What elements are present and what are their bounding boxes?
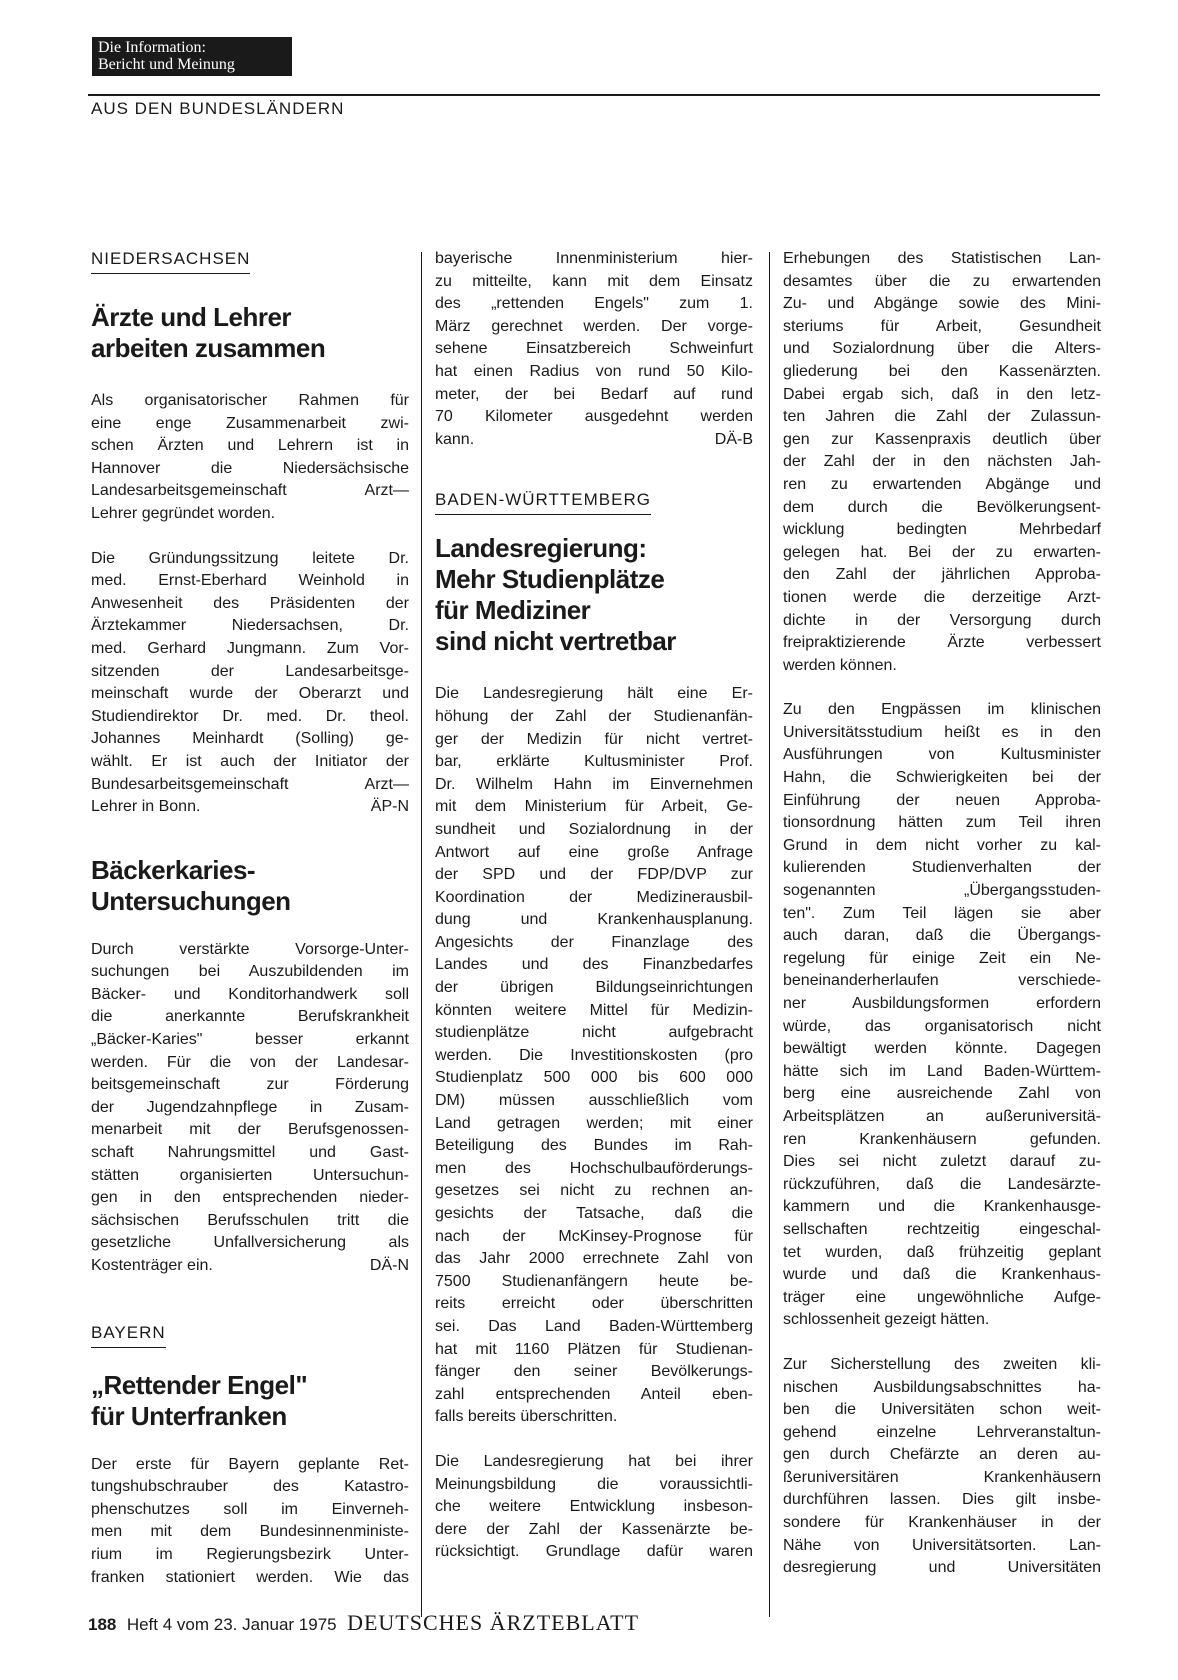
text-line: Land getragen werden; mit einer bbox=[435, 1114, 753, 1132]
text-line: Dabei ergab sich, daß in den letz- bbox=[783, 385, 1101, 403]
text-line: Johannes Meinhardt (Solling) ge- bbox=[91, 730, 409, 748]
text-line: Meinungsbildung die voraussichtli- bbox=[435, 1475, 753, 1493]
text-line: Landes und des Finanzbedarfes bbox=[435, 956, 753, 974]
article-title bbox=[91, 1370, 409, 1432]
text-line: hat einen Radius von rund 50 Kilo- bbox=[435, 362, 753, 380]
text-line: wurde und daß die Krankenhaus- bbox=[783, 1266, 1101, 1284]
text-line: sellschaften rechtzeitig eingeschal- bbox=[783, 1220, 1101, 1238]
text-line: Zu- und Abgänge sowie des Mini- bbox=[783, 295, 1101, 313]
text-line: Arbeitsplätzen an außeruniversitä- bbox=[783, 1107, 1101, 1125]
text-line: Durch verstärkte Vorsorge-Unter- bbox=[91, 940, 409, 958]
article-title bbox=[435, 533, 753, 657]
text-line: das Jahr 2000 errechnete Zahl von bbox=[435, 1250, 753, 1268]
text-line: bewältigt werden könnte. Dagegen bbox=[783, 1040, 1101, 1058]
text-line: dichte in der Versorgung durch bbox=[783, 611, 1101, 629]
paragraph bbox=[91, 1454, 409, 1590]
text-fragment: Kostenträger ein. bbox=[91, 1257, 213, 1274]
text-line: höhung der Zahl der Studienanfän- bbox=[435, 707, 753, 725]
text-line: die anerkannte Berufskrankheit bbox=[91, 1008, 409, 1026]
author-signature: ÄP-N bbox=[370, 798, 409, 816]
text-line: med. Gerhard Jungmann. Zum Vor- bbox=[91, 639, 409, 657]
text-line: stätten organisierten Untersuchun- bbox=[91, 1166, 409, 1184]
text-line: gesetzliche Unfallversicherung als bbox=[91, 1234, 409, 1252]
text-line: gelegen hat. Bei der zu erwarten- bbox=[783, 543, 1101, 561]
text-line: sitzenden der Landesarbeitsge- bbox=[91, 662, 409, 680]
text-line: Hahn, die Schwierigkeiten bei der bbox=[783, 769, 1101, 787]
paragraph bbox=[435, 683, 753, 1429]
title-line: Ärzte und Lehrer bbox=[91, 302, 292, 332]
text-line: hat mit 1160 Plätzen für Studienan- bbox=[435, 1340, 753, 1358]
text-line: sei. Das Land Baden-Württemberg bbox=[435, 1317, 753, 1335]
text-line: rium im Regierungsbezirk Unter- bbox=[91, 1545, 409, 1563]
text-line: med. Ernst-Eberhard Weinhold in bbox=[91, 572, 409, 590]
text-line: ger der Medizin für nicht vertret- bbox=[435, 730, 753, 748]
text-line: des „rettenden Engels" zum 1. bbox=[435, 295, 753, 313]
text-line: dere der Zahl der Kassenärzte be- bbox=[435, 1520, 753, 1538]
text-line: bayerische Innenministerium hier- bbox=[435, 250, 753, 267]
text-line: gesichts der Tatsache, daß die bbox=[435, 1205, 753, 1222]
text-line: Die Landesregierung hält eine Er- bbox=[435, 685, 753, 703]
text-line: 7500 Studienanfängern heute be- bbox=[435, 1272, 753, 1290]
text-line: Der erste für Bayern geplante Ret- bbox=[91, 1455, 409, 1473]
badge-line: Die Information: bbox=[98, 39, 206, 56]
title-line: Mehr Studienplätze bbox=[435, 564, 665, 595]
text-line: Ärztekammer Niedersachsen, Dr. bbox=[91, 617, 409, 635]
text-line: zahl entsprechenden Anteil eben- bbox=[435, 1385, 753, 1403]
header-rule bbox=[88, 94, 1100, 96]
text-line: Antwort auf eine große Anfrage bbox=[435, 843, 753, 861]
text-line-signed bbox=[435, 429, 753, 452]
title-line: arbeiten zusammen bbox=[91, 333, 326, 363]
text-line: der SPD und der FDP/DVP zur bbox=[435, 866, 753, 884]
text-line: Studiendirektor Dr. med. Dr. theol. bbox=[91, 707, 409, 725]
issue-info: Heft 4 vom 23. Januar 1975 bbox=[126, 1615, 337, 1634]
text-line: tet wurden, daß frühzeitig geplant bbox=[783, 1243, 1101, 1261]
text-line: tungshubschrauber des Katastro- bbox=[91, 1478, 409, 1496]
paragraph bbox=[91, 939, 409, 1278]
text-line: mit dem Ministerium für Arbeit, Ge- bbox=[435, 798, 753, 816]
text-line: Hannover die Niedersächsische bbox=[91, 459, 409, 477]
section-badge bbox=[92, 37, 292, 76]
column-3 bbox=[783, 248, 1101, 1580]
page-number: 188 bbox=[88, 1615, 117, 1634]
text-line: werden. Für die von der Landesar- bbox=[91, 1053, 409, 1071]
text-line: gesetzes sei nicht zu rechnen an- bbox=[435, 1182, 753, 1200]
text-line: berg eine ausreichende Zahl von bbox=[783, 1085, 1101, 1103]
title-line: sind nicht vertretbar bbox=[435, 626, 676, 657]
text-line: schaft Nahrungsmittel und Gast- bbox=[91, 1144, 409, 1162]
title-line: Landesregierung: bbox=[435, 533, 647, 564]
text-line: der Jugendzahnpflege in Zusam- bbox=[91, 1098, 409, 1116]
text-line: wicklung bedingten Mehrbedarf bbox=[783, 521, 1101, 539]
text-line: ten Jahren die Zahl der Zulassun- bbox=[783, 408, 1101, 426]
text-line: bar, erklärte Kultusminister Prof. bbox=[435, 753, 753, 771]
text-line: wählt. Er ist auch der Initiator der bbox=[91, 752, 409, 770]
title-line: für Mediziner bbox=[435, 595, 591, 626]
text-fragment: kann. bbox=[435, 430, 475, 448]
text-line: steriums für Arbeit, Gesundheit bbox=[783, 317, 1101, 335]
text-line: che weitere Entwicklung insbeson- bbox=[435, 1498, 753, 1516]
text-line: hätte sich im Land Baden-Württem- bbox=[783, 1062, 1101, 1080]
text-line: meinschaft wurde der Oberarzt und bbox=[91, 685, 409, 703]
text-line: Studienplatz 500 000 bis 600 000 bbox=[435, 1069, 753, 1087]
text-line: Dies sei nicht zuletzt darauf zu- bbox=[783, 1153, 1101, 1171]
region-label: BADEN-WÜRTTEMBERG bbox=[435, 489, 651, 515]
text-line: gen durch Chefärzte an deren au- bbox=[783, 1446, 1101, 1464]
text-line: Erhebungen des Statistischen Lan- bbox=[783, 250, 1101, 267]
text-line: sogenannten „Übergangsstuden- bbox=[783, 882, 1101, 900]
text-line: schen Ärzten und Lehrern ist in bbox=[91, 437, 409, 455]
text-line: suchungen bei Auszubildenden im bbox=[91, 963, 409, 981]
article-title bbox=[91, 302, 409, 364]
text-line: dung und Krankenhausplanung. bbox=[435, 911, 753, 929]
badge-line: Bericht und Meinung bbox=[98, 56, 235, 73]
text-line: ner Ausbildungsformen erfordern bbox=[783, 995, 1101, 1012]
paragraph bbox=[435, 248, 753, 451]
text-line: regelung für einige Zeit ein Ne- bbox=[783, 949, 1101, 967]
text-line: kulierenden Studienverhalten der bbox=[783, 859, 1101, 877]
author-signature: DÄ-N bbox=[369, 1257, 409, 1274]
text-line: tionsordnung hätten zum Teil ihren bbox=[783, 814, 1101, 832]
text-line: men mit dem Bundesinnenministe- bbox=[91, 1523, 409, 1541]
text-line: reits erreicht oder überschritten bbox=[435, 1295, 753, 1313]
title-line: für Unterfranken bbox=[91, 1400, 287, 1431]
text-line: Beteiligung des Bundes im Rah- bbox=[435, 1137, 753, 1155]
text-fragment: Lehrer in Bonn. bbox=[91, 798, 201, 816]
text-line: Angesichts der Finanzlage des bbox=[435, 933, 753, 951]
text-line: sächsischen Berufsschulen tritt die bbox=[91, 1211, 409, 1229]
text-line: rücksichtigt. Grundlage dafür waren bbox=[435, 1543, 753, 1561]
text-line: DM) müssen ausschließlich vom bbox=[435, 1092, 753, 1110]
text-line: Bundesarbeitsgemeinschaft Arzt— bbox=[91, 775, 409, 793]
column-rule bbox=[769, 252, 770, 1617]
text-line: gliederung bei den Kassenärzten. bbox=[783, 362, 1101, 380]
region-label: NIEDERSACHSEN bbox=[91, 248, 250, 274]
text-line: desamtes über die zu erwartenden bbox=[783, 272, 1101, 290]
text-line: Als organisatorischer Rahmen für bbox=[91, 392, 409, 409]
text-line: März gerechnet werden. Der vorge- bbox=[435, 317, 753, 335]
text-line: Die Gründungssitzung leitete Dr. bbox=[91, 549, 409, 567]
text-line: Lehrer gegründet worden. bbox=[91, 504, 276, 522]
text-line: den Zahl der jährlichen Approba- bbox=[783, 566, 1101, 584]
paragraph bbox=[91, 548, 409, 819]
text-line: „Bäcker-Karies" besser erkannt bbox=[91, 1031, 409, 1049]
text-line: fänger den seiner Bevölkerungs- bbox=[435, 1363, 753, 1381]
text-line: falls bereits überschritten. bbox=[435, 1408, 618, 1426]
text-line: studienplätze nicht aufgebracht bbox=[435, 1024, 753, 1042]
text-line: ßeruniversitären Krankenhäusern bbox=[783, 1468, 1101, 1486]
title-line: Untersuchungen bbox=[91, 885, 291, 916]
text-line: tionen werde die derzeitige Arzt- bbox=[783, 588, 1101, 606]
text-line: ben die Universitäten schon weit- bbox=[783, 1401, 1101, 1419]
text-line: franken stationiert werden. Wie das bbox=[91, 1568, 409, 1586]
text-line: gen zur Kassenpraxis deutlich über bbox=[783, 430, 1101, 448]
text-line: werden. Die Investitionskosten (pro bbox=[435, 1046, 753, 1064]
text-line: und Sozialordnung über die Alters- bbox=[783, 340, 1101, 358]
text-line: würde, das organisatorisch nicht bbox=[783, 1017, 1101, 1035]
text-line: könnten weitere Mittel für Medizin- bbox=[435, 1001, 753, 1019]
text-line: menarbeit mit der Berufsgenossen- bbox=[91, 1121, 409, 1139]
text-line: werden können. bbox=[783, 656, 897, 674]
text-line: gehend einzelne Lehrveranstaltun- bbox=[783, 1423, 1101, 1441]
text-line: Landesarbeitsgemeinschaft Arzt— bbox=[91, 482, 409, 500]
title-line: „Rettender Engel" bbox=[91, 1369, 308, 1400]
text-line: rückzuführen, daß die Landesärzte- bbox=[783, 1175, 1101, 1193]
column-1 bbox=[91, 248, 409, 1589]
text-line-signed bbox=[91, 796, 409, 819]
paragraph bbox=[783, 248, 1101, 677]
text-line: nach der McKinsey-Prognose für bbox=[435, 1227, 753, 1245]
text-line: auch daran, daß die Übergangs- bbox=[783, 927, 1101, 945]
paragraph bbox=[435, 1451, 753, 1564]
text-line: Zur Sicherstellung des zweiten kli- bbox=[783, 1355, 1101, 1373]
paragraph bbox=[91, 390, 409, 526]
text-line: Ausführungen von Kultusminister bbox=[783, 746, 1101, 764]
text-line: ren zu erwartenden Abgänge und bbox=[783, 475, 1101, 493]
text-line: Nähe von Universitätsorten. Lan- bbox=[783, 1536, 1101, 1554]
text-line: nischen Ausbildungsabschnittes ha- bbox=[783, 1378, 1101, 1396]
text-line: kammern und die Krankenhausge- bbox=[783, 1198, 1101, 1216]
column-rule bbox=[421, 252, 422, 1617]
text-line: Die Landesregierung hat bei ihrer bbox=[435, 1452, 753, 1470]
article-title bbox=[91, 855, 409, 917]
text-line: ren Krankenhäusern gefunden. bbox=[783, 1130, 1101, 1148]
text-line: sehene Einsatzbereich Schweinfurt bbox=[435, 340, 753, 358]
text-line: der Zahl der in den nächsten Jah- bbox=[783, 453, 1101, 471]
text-line: Zu den Engpässen im klinischen bbox=[783, 701, 1101, 719]
text-line: freipraktizierende Ärzte verbessert bbox=[783, 634, 1101, 652]
text-line: meter, der bei Bedarf auf rund bbox=[435, 385, 753, 403]
text-line: beitsgemeinschaft zur Förderung bbox=[91, 1076, 409, 1094]
text-line: der übrigen Bildungseinrichtungen bbox=[435, 979, 753, 997]
text-line: gen in den entsprechenden nieder- bbox=[91, 1189, 409, 1207]
section-header: AUS DEN BUNDESLÄNDERN bbox=[91, 99, 345, 118]
text-line: beneinanderherlaufen verschiede- bbox=[783, 972, 1101, 990]
author-signature: DÄ-B bbox=[714, 430, 753, 448]
text-line: Anwesenheit des Präsidenten der bbox=[91, 594, 409, 612]
text-line: eine enge Zusammenarbeit zwi- bbox=[91, 414, 409, 432]
text-line: Einführung der neuen Approba- bbox=[783, 791, 1101, 809]
text-line: durchführen lassen. Dies gilt insbe- bbox=[783, 1491, 1101, 1509]
text-line-signed bbox=[91, 1255, 409, 1278]
paragraph bbox=[783, 699, 1101, 1332]
text-line: Dr. Wilhelm Hahn im Einvernehmen bbox=[435, 775, 753, 793]
journal-name: DEUTSCHES ÄRZTEBLATT bbox=[347, 1610, 640, 1635]
text-line: desregierung und Universitäten bbox=[783, 1559, 1101, 1577]
title-line: Bäckerkaries- bbox=[91, 854, 256, 885]
paragraph bbox=[783, 1354, 1101, 1580]
text-line: Koordination der Medizinerausbil- bbox=[435, 888, 753, 906]
region-label: BAYERN bbox=[91, 1322, 166, 1348]
column-2 bbox=[435, 248, 753, 1564]
text-line: phenschutzes soll im Einverneh- bbox=[91, 1500, 409, 1518]
text-line: träger eine ungewöhnliche Aufge- bbox=[783, 1288, 1101, 1306]
text-line: schlossenheit gezeigt hätten. bbox=[783, 1311, 990, 1329]
text-line: 70 Kilometer ausgedehnt werden bbox=[435, 408, 753, 426]
text-line: Universitätsstudium heißt es in den bbox=[783, 723, 1101, 741]
text-line: sondere für Krankenhäuser in der bbox=[783, 1514, 1101, 1532]
text-line: Bäcker- und Konditorhandwerk soll bbox=[91, 985, 409, 1003]
text-line: ten". Zum Teil lägen sie aber bbox=[783, 904, 1101, 922]
text-line: Grund in dem nicht vorher zu kal- bbox=[783, 836, 1101, 854]
text-line: sundheit und Sozialordnung in der bbox=[435, 820, 753, 838]
text-line: men des Hochschulbauförderungs- bbox=[435, 1159, 753, 1177]
text-line: zu mitteilte, kann mit dem Einsatz bbox=[435, 272, 753, 290]
text-line: dem durch die Bevölkerungsent- bbox=[783, 498, 1101, 516]
page-footer bbox=[88, 1610, 639, 1636]
